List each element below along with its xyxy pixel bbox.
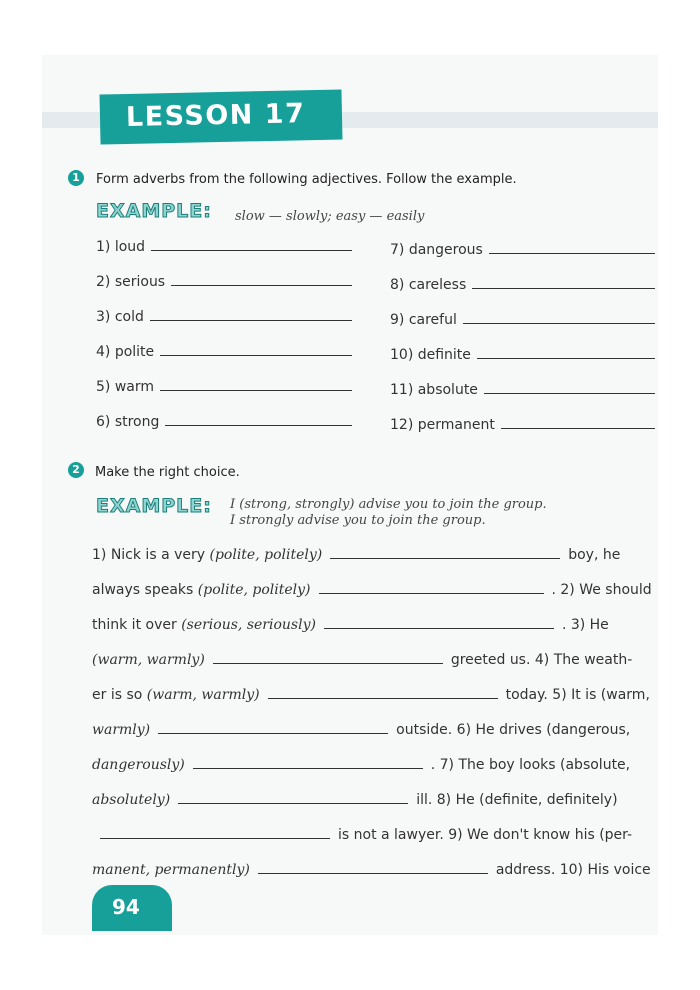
task1-item <box>390 416 655 433</box>
task1-item <box>390 276 655 293</box>
answer-blank[interactable] <box>160 343 352 356</box>
task2-example-line2: I strongly advise you to join the group. <box>230 513 486 528</box>
answer-blank[interactable] <box>330 546 560 559</box>
task2-text-line <box>92 686 652 703</box>
task1-item-label: 6) strong <box>96 414 160 430</box>
task1-item-label: 7) dangerous <box>390 242 483 258</box>
choice-options: (warm, warmly) <box>146 687 260 703</box>
choice-options: absolutely) <box>92 792 171 808</box>
answer-blank[interactable] <box>501 416 655 429</box>
task1-item-label: 4) polite <box>96 344 155 360</box>
task1-item <box>96 343 352 360</box>
task2-example-line1: I (strong, strongly) advise you to join the group. <box>230 497 547 512</box>
task1-item-label: 3) cold <box>96 309 144 325</box>
answer-blank[interactable] <box>100 826 330 839</box>
choice-options: (polite, politely) <box>209 547 323 563</box>
line-text: is not a lawyer. 9) We don't know his (per- <box>338 827 633 843</box>
line-text: outside. 6) He drives (dangerous, <box>396 722 631 738</box>
line-text: . 2) We should <box>551 582 652 598</box>
task2-text-line <box>92 826 652 843</box>
task1-item-label: 9) careful <box>390 312 457 328</box>
answer-blank[interactable] <box>463 311 655 324</box>
line-text: address. 10) His voice <box>495 862 651 878</box>
line-text: always speaks <box>92 582 198 598</box>
task1-item <box>390 381 655 398</box>
choice-options: manent, permanently) <box>92 862 250 878</box>
task1-item <box>96 413 352 430</box>
line-text: er is so <box>92 687 147 703</box>
page-number: 94 <box>112 895 140 919</box>
choice-options: warmly) <box>92 722 151 738</box>
task1-item <box>96 378 352 395</box>
line-text: greeted us. 4) The weath- <box>450 652 633 668</box>
line-text: . 3) He <box>561 617 609 633</box>
page-number-tab <box>92 885 172 931</box>
choice-options: dangerously) <box>92 757 185 773</box>
answer-blank[interactable] <box>171 273 352 286</box>
task1-item <box>96 308 352 325</box>
answer-blank[interactable] <box>158 721 388 734</box>
task2-example-label: EXAMPLE: <box>96 495 212 517</box>
answer-blank[interactable] <box>150 308 352 321</box>
task1-example-label: EXAMPLE: <box>96 200 212 222</box>
task2-text-line <box>92 616 652 633</box>
task1-instruction: Form adverbs from the following adjectives. Follow the example. <box>96 172 517 187</box>
task1-item-label: 10) definite <box>390 347 471 363</box>
line-text: ill. 8) He (definite, definitely) <box>416 792 618 808</box>
answer-blank[interactable] <box>489 241 655 254</box>
task1-item <box>96 273 352 290</box>
answer-blank[interactable] <box>477 346 655 359</box>
answer-blank[interactable] <box>324 616 554 629</box>
lesson-title: LESSON 17 <box>125 98 306 133</box>
answer-blank[interactable] <box>165 413 352 426</box>
task2-text-line <box>92 546 652 563</box>
answer-blank[interactable] <box>258 861 488 874</box>
task1-item-label: 12) permanent <box>390 417 495 433</box>
task2-number-badge: 2 <box>68 462 84 478</box>
answer-blank[interactable] <box>319 581 544 594</box>
line-text: think it over <box>92 617 182 633</box>
answer-blank[interactable] <box>268 686 498 699</box>
task1-item <box>96 238 352 255</box>
answer-blank[interactable] <box>472 276 655 289</box>
answer-blank[interactable] <box>160 378 352 391</box>
task1-number-badge: 1 <box>68 170 84 186</box>
choice-options: (polite, politely) <box>197 582 311 598</box>
task2-text-line <box>92 721 652 738</box>
answer-blank[interactable] <box>193 756 423 769</box>
task2-text-line <box>92 791 652 808</box>
answer-blank[interactable] <box>178 791 408 804</box>
choice-options: (warm, warmly) <box>92 652 205 668</box>
answer-blank[interactable] <box>151 238 352 251</box>
task1-item <box>390 311 655 328</box>
task2-text-line <box>92 756 652 773</box>
task2-text-line <box>92 581 652 598</box>
answer-blank[interactable] <box>213 651 443 664</box>
answer-blank[interactable] <box>484 381 655 394</box>
lesson-title-banner <box>100 89 343 144</box>
task1-item-label: 11) absolute <box>390 382 478 398</box>
task1-item-label: 8) careless <box>390 277 467 293</box>
task1-item-label: 1) loud <box>96 239 146 255</box>
line-text: today. 5) It is (warm, <box>505 687 650 703</box>
task2-instruction: Make the right choice. <box>95 465 240 480</box>
line-text: 1) Nick is a very <box>92 547 210 563</box>
line-text: . 7) The boy looks (absolute, <box>430 757 631 773</box>
task1-item-label: 5) warm <box>96 379 154 395</box>
task2-text-line <box>92 651 652 668</box>
line-text: boy, he <box>568 547 621 563</box>
task2-text-line <box>92 861 652 878</box>
task1-item <box>390 346 655 363</box>
task1-item-label: 2) serious <box>96 274 166 290</box>
task1-example-text: slow — slowly; easy — easily <box>235 209 425 224</box>
task1-item <box>390 241 655 258</box>
choice-options: (serious, seriously) <box>181 617 316 633</box>
